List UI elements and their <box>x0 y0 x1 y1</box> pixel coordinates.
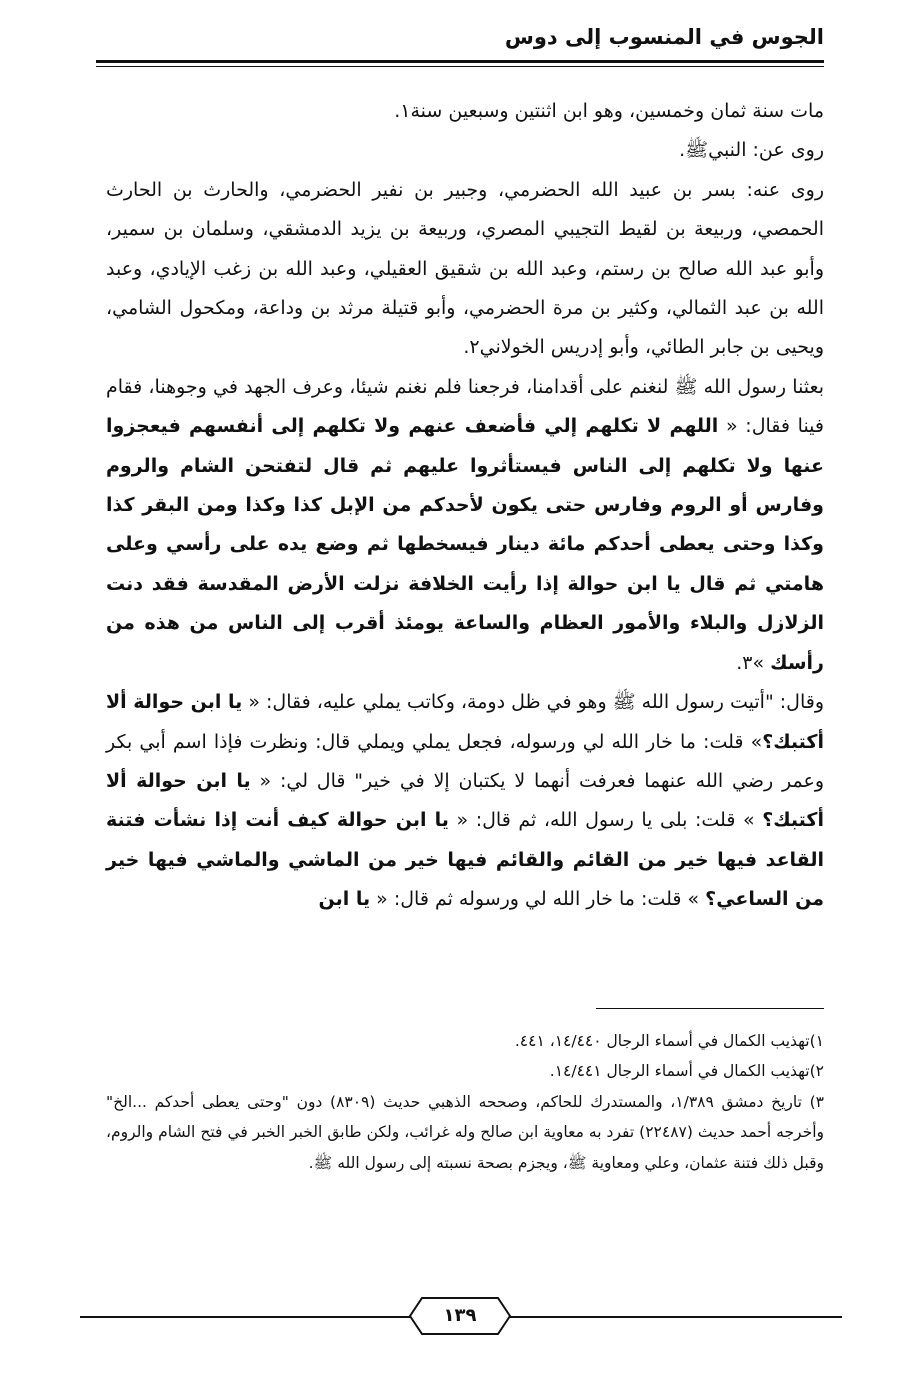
running-head: الجوس في المنسوب إلى دوس <box>504 25 824 49</box>
hadith-1-text: اللهم لا تكلهم إلي فأضعف عنهم ولا تكلهم إلى أنفسهم فيعجزوا عنها ولا تكلهم إلى الناس فيستأثروا عليهم ثم قال لتفتحن الشام والروم وفارس أو الروم وفارس حتى يكون لأحدكم من الإبل كذا وكذا ومن البقر كذا وكذا وحتى يعطى أحدكم مائة دينار فيسخطها ثم وضع يده على رأسي وعلى هامتي ثم قال يا ابن حوالة إذا رأيت الخلافة نزلت الأرض المقدسة فقد دنت الزلازل والبلاء والأمور العظام والساعة يومئذ أقرب إلى الناس من هذه من رأسك <box>106 415 824 674</box>
footnotes <box>106 1026 824 1178</box>
hadith-2-narration: » قلت: ما خار الله لي ورسوله، فجعل يملي ويملي قال: ونظرت فإذا اسم أبي بكر وعمر رضي الله عنهما فعرفت أنهما لا يكتبان إلا في خير" قال لي: « <box>106 730 824 792</box>
paragraph-death: مات سنة ثمان وخمسين، وهو ابن اثنتين وسبعين سنة١. <box>394 100 824 122</box>
paragraph-narrated-from: روى عن: النبيﷺ. <box>679 139 824 162</box>
paragraph-narrators: روى عنه: بسر بن عبيد الله الحضرمي، وجبير بن نفير الحضرمي، والحارث بن الحارث الحمصي، وربيعة بن لقيط التجيبي المصري، وربيعة بن يزيد الدمشقي، وسلمان بن سمير، وأبو عبد الله صالح بن رستم، وعبد الله بن شقيق العقيلي، وعبد الله بن زغب الإيادي، وعبد الله بن عبد الثمالي، وكثير بن مرة الحضرمي، وأبو قتيلة مرثد بن وداعة، ومكحول الشامي، ويحيى بن جابر الطائي، وأبو إدريس الخولاني٢. <box>106 178 824 359</box>
paragraph-hadith-2 <box>106 683 824 919</box>
main-text <box>106 92 824 920</box>
hadith-1-end: »٣. <box>736 651 771 674</box>
footer-rule-left <box>80 1316 410 1318</box>
hadith-2-quote-3: يا ابن حوالة كيف أنت إذا نشأت فتنة القاعد فيها خير من القائم والقائم فيها خير من الماشي والماشي فيها خير من الساعي؟ <box>106 809 824 911</box>
footnote-3: ٣) تاريخ دمشق ١/٣٨٩، والمستدرك للحاكم، وصححه الذهبي حديث (٨٣٠٩) دون "وحتى يعطى أحدكم ...الخ" وأخرجه أحمد حديث (٢٢٤٨٧) تفرد به معاوية ابن صالح وله غرائب، ولكن طابق الخبر الخبر في فتح الشام والروم، وقبل ذلك فتنة عثمان، وعلي ومعاوية ﷺ، ويجزم بصحة نسبته إلى رسول الله ﷺ. <box>106 1092 824 1172</box>
footer-rule-right <box>510 1316 842 1318</box>
hadith-1-intro: بعثنا رسول الله ﷺ لنغنم على أقدامنا، فرجعنا فلم نغنم شيئا، وعرف الجهد في وجوهنا، فقام فينا فقال: « <box>106 375 824 438</box>
hadith-2-reply: » قلت: بلى يا رسول الله، ثم قال: « <box>448 809 763 832</box>
footnote-2: ٢)تهذيب الكمال في أسماء الرجال ١٤/٤٤١. <box>549 1062 824 1081</box>
hadith-2-quote-2: يا ابن حوالة ألا أكتبك؟ <box>106 769 824 832</box>
hadith-2-quote-1: يا ابن حوالة ألا أكتبك؟ <box>106 691 824 753</box>
page-number: ١٣٩ <box>443 1305 477 1326</box>
page-number-frame <box>408 1296 512 1336</box>
footnote-1: ١)تهذيب الكمال في أسماء الرجال ١٤/٤٤٠، ٤٤١. <box>514 1032 824 1050</box>
paragraph-hadith-1 <box>106 368 824 683</box>
header-rule-thin <box>96 66 824 67</box>
hadith-2-intro: وقال: "أتيت رسول الله ﷺ وهو في ظل دومة، وكاتب يملي عليه، فقال: « <box>242 691 824 714</box>
footnote-separator <box>596 1008 824 1009</box>
hadith-2-quote-4: يا ابن <box>318 888 371 911</box>
header-rule-thick <box>96 60 824 63</box>
hadith-2-reply-2: » قلت: ما خار الله لي ورسوله ثم قال: « <box>370 888 706 911</box>
